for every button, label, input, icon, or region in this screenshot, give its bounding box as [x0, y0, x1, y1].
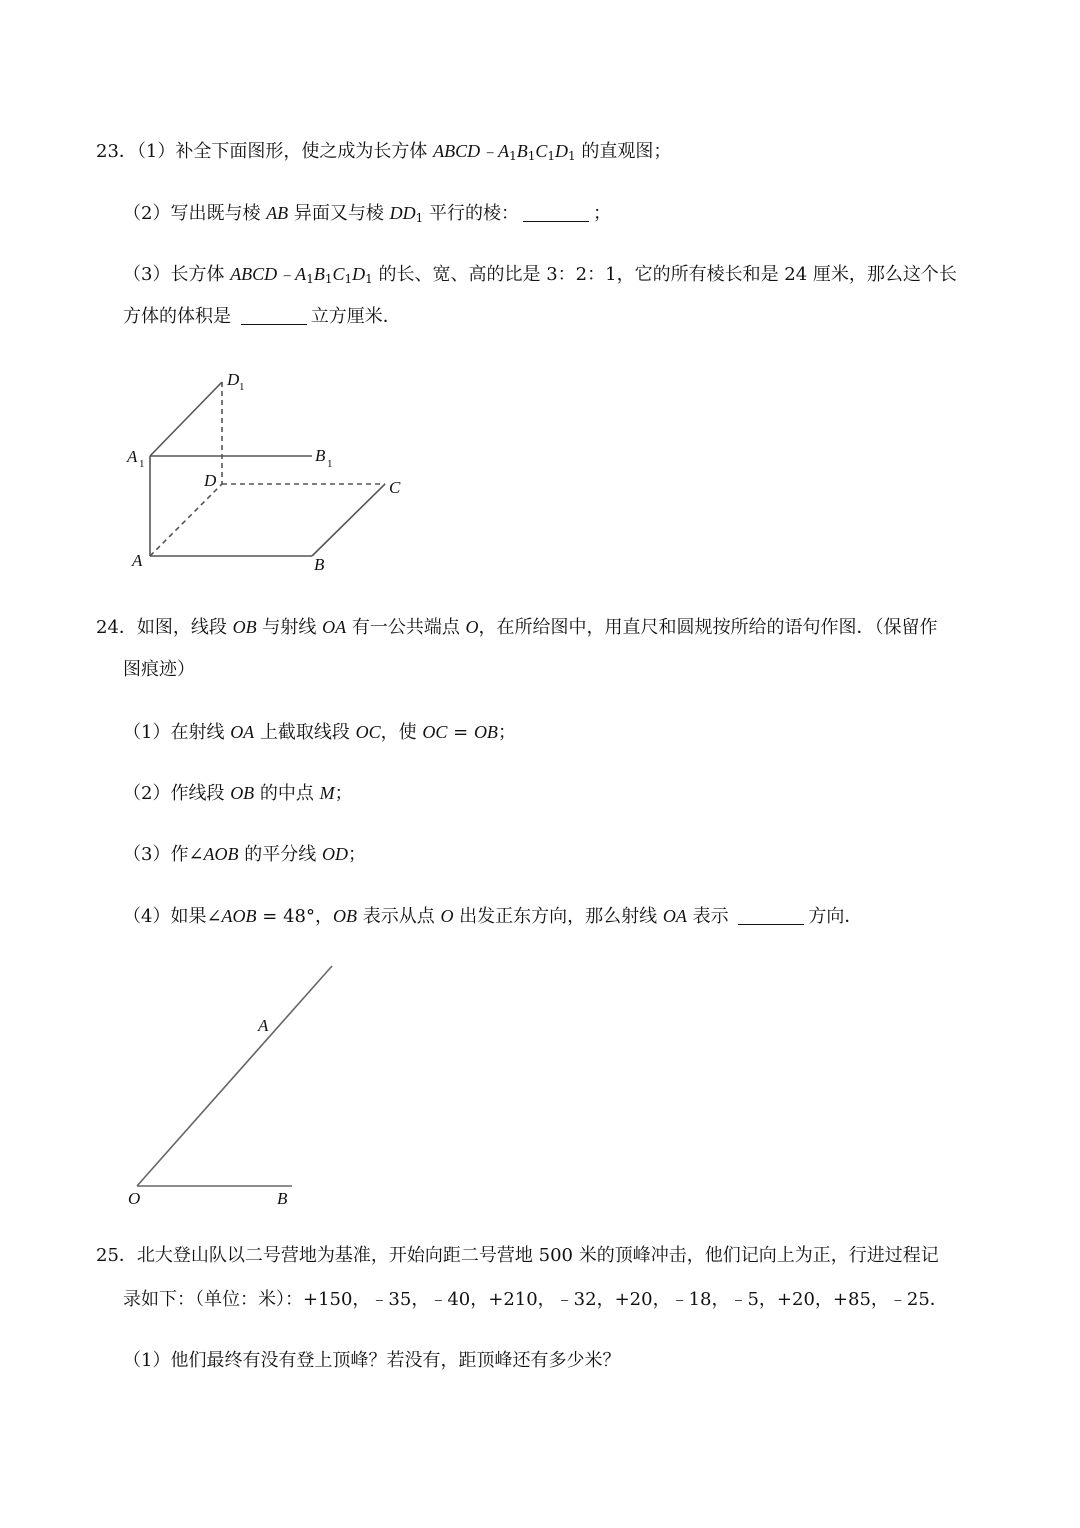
q25-line2: 录如下：（单位：米）：+150，﹣35，﹣40，+210，﹣32，+20，﹣18，﹣5，+20，+85，﹣25．: [123, 1289, 948, 1310]
q24-line2: 图痕迹）: [123, 659, 195, 680]
q24-part1: （1）在射线 OA 上截取线段 OC，使 OC = OB；: [123, 722, 516, 743]
q25-part1: （1）他们最终有没有登上顶峰？若没有，距顶峰还有多少米？: [123, 1350, 621, 1371]
label-A: A: [132, 551, 143, 570]
svg-text:1: 1: [139, 458, 145, 470]
svg-text:1: 1: [327, 458, 333, 470]
label-C: C: [389, 478, 401, 497]
label-O-fig24: O: [128, 1189, 141, 1208]
q23-part3-line2: 方体的体积是 立方厘米．: [123, 306, 401, 327]
q23-part3: （3）长方体 $ABCD﹣A_1B_1C_1D_1$ 的长、宽、高的比是 3：2：1，它的所有棱长和是 24 厘米，那么这个长: [123, 264, 957, 286]
label-B-fig24: B: [277, 1189, 288, 1208]
label-D1: D: [227, 370, 240, 389]
answer-blank[interactable]: [738, 906, 804, 925]
label-B1: B: [315, 446, 326, 465]
label-A1: A: [127, 447, 138, 466]
svg-text:1: 1: [239, 381, 245, 393]
q25-line1: 25．北大登山队以二号营地为基准，开始向距二号营地 500 米的顶峰冲击，他们记向上为正，行进过程记: [96, 1245, 939, 1266]
q24-part3: （3）作∠AOB 的平分线 OD；: [123, 844, 366, 865]
q23-part1: 23．（1）补全下面图形，使之成为长方体 $ABCD﹣A_1B_1C_1D_1$ 的直观图；: [96, 141, 672, 163]
q24-part2: （2）作线段 OB 的中点 M；: [123, 783, 353, 804]
answer-blank[interactable]: [241, 306, 307, 325]
q24-line1: 24．如图，线段 OB 与射线 OA 有一公共端点 O，在所给图中，用直尺和圆规按所给的语句作图．（保留作: [96, 617, 938, 638]
answer-blank[interactable]: [523, 203, 589, 222]
q24-part4: （4）如果∠AOB = 48°，OB 表示从点 O 出发正东方向，那么射线 OA 表示 方向．: [123, 906, 863, 927]
label-A-fig24: A: [258, 1016, 269, 1035]
label-B: B: [314, 555, 325, 574]
label-D: D: [204, 471, 217, 490]
q23-part2: （2）写出既与棱 AB 异面又与棱 $DD_1$ 平行的棱： ；: [123, 203, 612, 225]
